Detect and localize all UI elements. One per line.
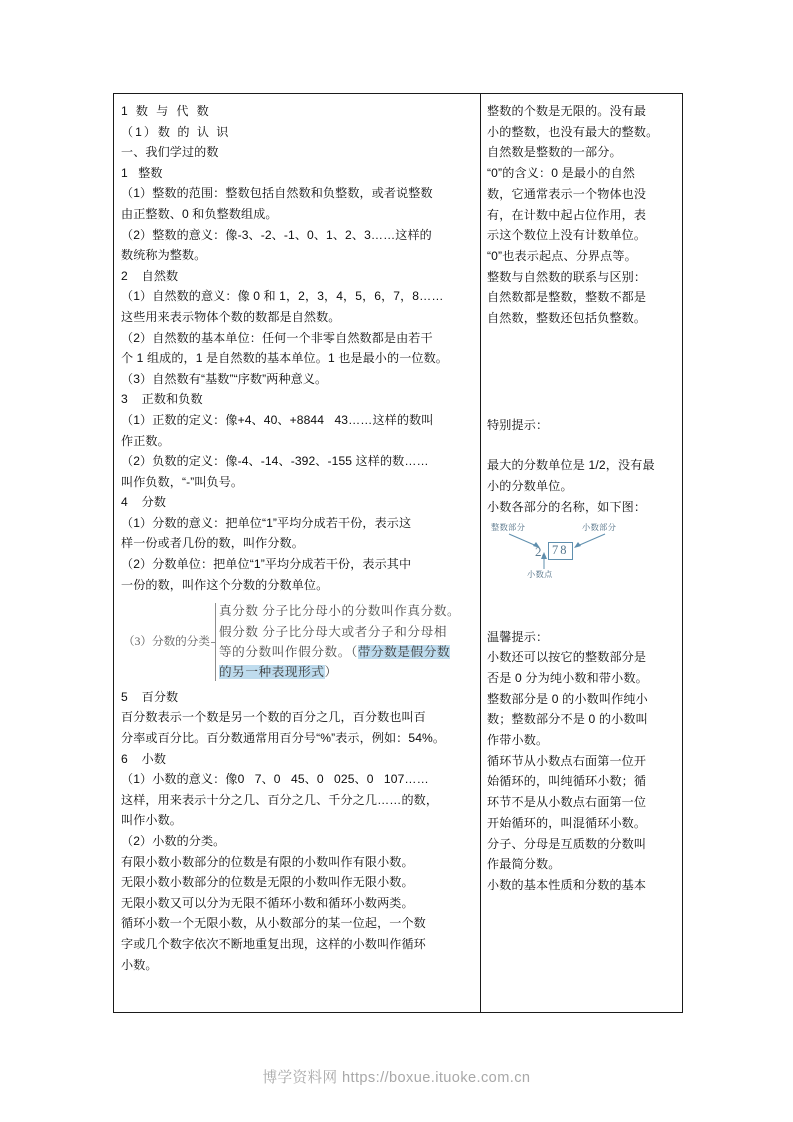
diagram-label-decimal-point: 小数点 (527, 569, 553, 579)
text-line: （2）自然数的基本单位：任何一个非零自然数都是由若干 (121, 330, 433, 345)
tip-title-warm: 温馨提示： (487, 629, 549, 644)
text-line: （1）小数的意义：像0 7、0 45、0 025、0 107…… (121, 772, 429, 787)
block-title-fractions: 4 分数 (121, 495, 167, 510)
text-line: 作最简分数。 (487, 857, 561, 872)
text-line: 小的分数单位。 (487, 479, 573, 494)
text-line: 由正整数、0 和负整数组成。 (121, 206, 278, 221)
text-line: 有限小数小数部分的位数是有限的小数叫作有限小数。 (121, 854, 414, 869)
text-line: （2）分数单位：把单位“1”平均分成若干份，表示其中 (121, 557, 412, 572)
text-line: 分子、分母是互质数的分数叫 (487, 836, 647, 851)
brace-icon (211, 601, 219, 683)
text-line: 数统称为整数。 (121, 248, 207, 263)
text-line: 否是 0 分为纯小数和带小数。 (487, 670, 648, 685)
text-line: （1）分数的意义：把单位“1”平均分成若干份，表示这 (121, 515, 412, 530)
text-line: （1）整数的范围：整数包括自然数和负整数，或者说整数 (121, 186, 433, 201)
text-segment: ） (324, 665, 338, 680)
block-title-natural-numbers: 2 自然数 (121, 268, 179, 283)
block-title-positive-negative: 3 正数和负数 (121, 392, 203, 407)
diagram-label-decimal-part: 小数部分 (582, 522, 617, 532)
block-title-percentage: 5 百分数 (121, 689, 179, 704)
vertical-spacer (487, 585, 677, 627)
text-line (219, 642, 460, 662)
text-line: （2）负数的定义：像-4、-14、-392、-155 这样的数…… (121, 454, 429, 469)
text-line: 分率或百分比。百分数通常用百分号“%”表示，例如：54%。 (121, 731, 446, 746)
text-line: 环节不是从小数点右面第一位 (487, 795, 647, 810)
text-line: （3）自然数有“基数”“序数”两种意义。 (121, 371, 328, 386)
text-line: 自然数是整数的一部分。 (487, 145, 622, 160)
text-line: （1）自然数的意义：像 0 和 1，2，3，4，5，6，7，8…… (121, 289, 444, 304)
diagram-integer-digits: 2. (535, 543, 545, 559)
text-line: 真分数 分子比分母小的分数叫作真分数。 (218, 604, 461, 619)
section-heading: 一、我们学过的数 (121, 145, 219, 160)
text-line: 示这个数位上没有计数单位。 (487, 228, 647, 243)
text-line: 字或几个数字依次不断地重复出现，这样的小数叫作循环 (121, 937, 426, 951)
content-table (113, 93, 683, 1013)
footer-watermark: 博学资料网 https://boxue.ituoke.com.cn (262, 1070, 531, 1086)
text-line: 数，它通常表示一个物体也没 (487, 186, 647, 201)
page-subtitle: （1）数 的 认 识 (121, 124, 231, 139)
text-line: 叫作负数，“-”叫负号。 (121, 474, 244, 489)
diagram-decimal-digits: 78 (548, 542, 573, 560)
text-line: 小数的基本性质和分数的基本 (487, 877, 647, 892)
fraction-classification-body (219, 601, 460, 683)
text-line: 最大的分数单位是 1/2，没有最 (487, 458, 655, 473)
text-line: 小数还可以按它的整数部分是 (487, 650, 647, 665)
text-line: 小数各部分的名称，如下图： (487, 499, 647, 514)
text-line: “0”的含义：0 是最小的自然 (487, 166, 636, 181)
page-title: 1 数 与 代 数 (121, 104, 212, 118)
text-line: 一份的数，叫作这个分数的分数单位。 (121, 577, 329, 592)
text-line: 这样，用来表示十分之几、百分之几、千分之几……的数， (121, 792, 439, 807)
text-line: 循环节从小数点右面第一位开 (487, 753, 647, 768)
text-line (219, 662, 460, 682)
tip-title-special: 特别提示： (487, 417, 549, 432)
vertical-spacer (487, 435, 677, 455)
text-line: 小数。 (121, 957, 158, 972)
text-line: 小的整数，也没有最大的整数。 (487, 124, 659, 139)
diagram-label-integer-part: 整数部分 (491, 522, 526, 532)
text-line: 有，在计数中起占位作用，表 (487, 207, 647, 222)
fraction-classification-label: （3）分数的分类 (123, 635, 210, 649)
text-line: 自然数，整数还包括负整数。 (487, 311, 647, 326)
text-line: “0”也表示起点、分界点等。 (487, 248, 637, 263)
block-title-integers: 1 整数 (121, 165, 163, 180)
text-line: 开始循环的，叫混循环小数。 (487, 815, 647, 830)
text-line: 整数的个数是无限的。没有最 (487, 104, 647, 118)
fraction-classification-figure (121, 601, 472, 683)
vertical-spacer (487, 329, 677, 415)
text-line: 样一份或者几份的数，叫作分数。 (121, 536, 304, 551)
text-line: 整数与自然数的联系与区别： (487, 269, 647, 284)
text-line: 自然数都是整数，整数不都是 (487, 290, 647, 305)
text-line: 百分数表示一个数是另一个数的百分之几，百分数也叫百 (121, 710, 426, 725)
text-line: 作带小数。 (487, 733, 549, 748)
table-cell-left (114, 94, 481, 1012)
text-line: 无限小数又可以分为无限不循环小数和循环小数两类。 (121, 895, 414, 910)
block-title-decimals: 6 小数 (121, 751, 167, 766)
highlighted-text: 带分数是假分数 (357, 645, 451, 660)
text-line: 作正数。 (121, 433, 170, 448)
text-line: 数；整数部分不是 0 的小数叫 (487, 712, 648, 727)
text-line: 个 1 组成的，1 是自然数的基本单位。1 也是最小的一位数。 (121, 351, 448, 366)
text-line: 循环小数一个无限小数，从小数部分的某一位起，一个数 (121, 916, 426, 931)
text-segment: 等的分数叫作假分数。（ (218, 645, 358, 660)
text-line: （1）正数的定义：像+4、40、+8844 43……这样的数叫 (121, 412, 434, 427)
highlighted-text: 的另一种表现形式 (218, 665, 325, 680)
text-line: 叫作小数。 (121, 813, 182, 828)
text-line: （2）整数的意义：像-3、-2、-1、0、1、2、3……这样的 (121, 227, 432, 242)
text-line: 假分数 分子比分母大或者分子和分母相 (218, 624, 448, 639)
table-cell-right (481, 94, 682, 1012)
decimal-parts-diagram (487, 521, 677, 583)
text-line: 始循环的，叫纯循环小数；循 (487, 774, 647, 789)
text-line: 无限小数小数部分的位数是无限的小数叫作无限小数。 (121, 875, 414, 890)
text-line: （2）小数的分类。 (121, 834, 226, 849)
text-line: 整数部分是 0 的小数叫作纯小 (487, 691, 648, 706)
text-line: 这些用来表示物体个数的数都是自然数。 (121, 309, 341, 324)
